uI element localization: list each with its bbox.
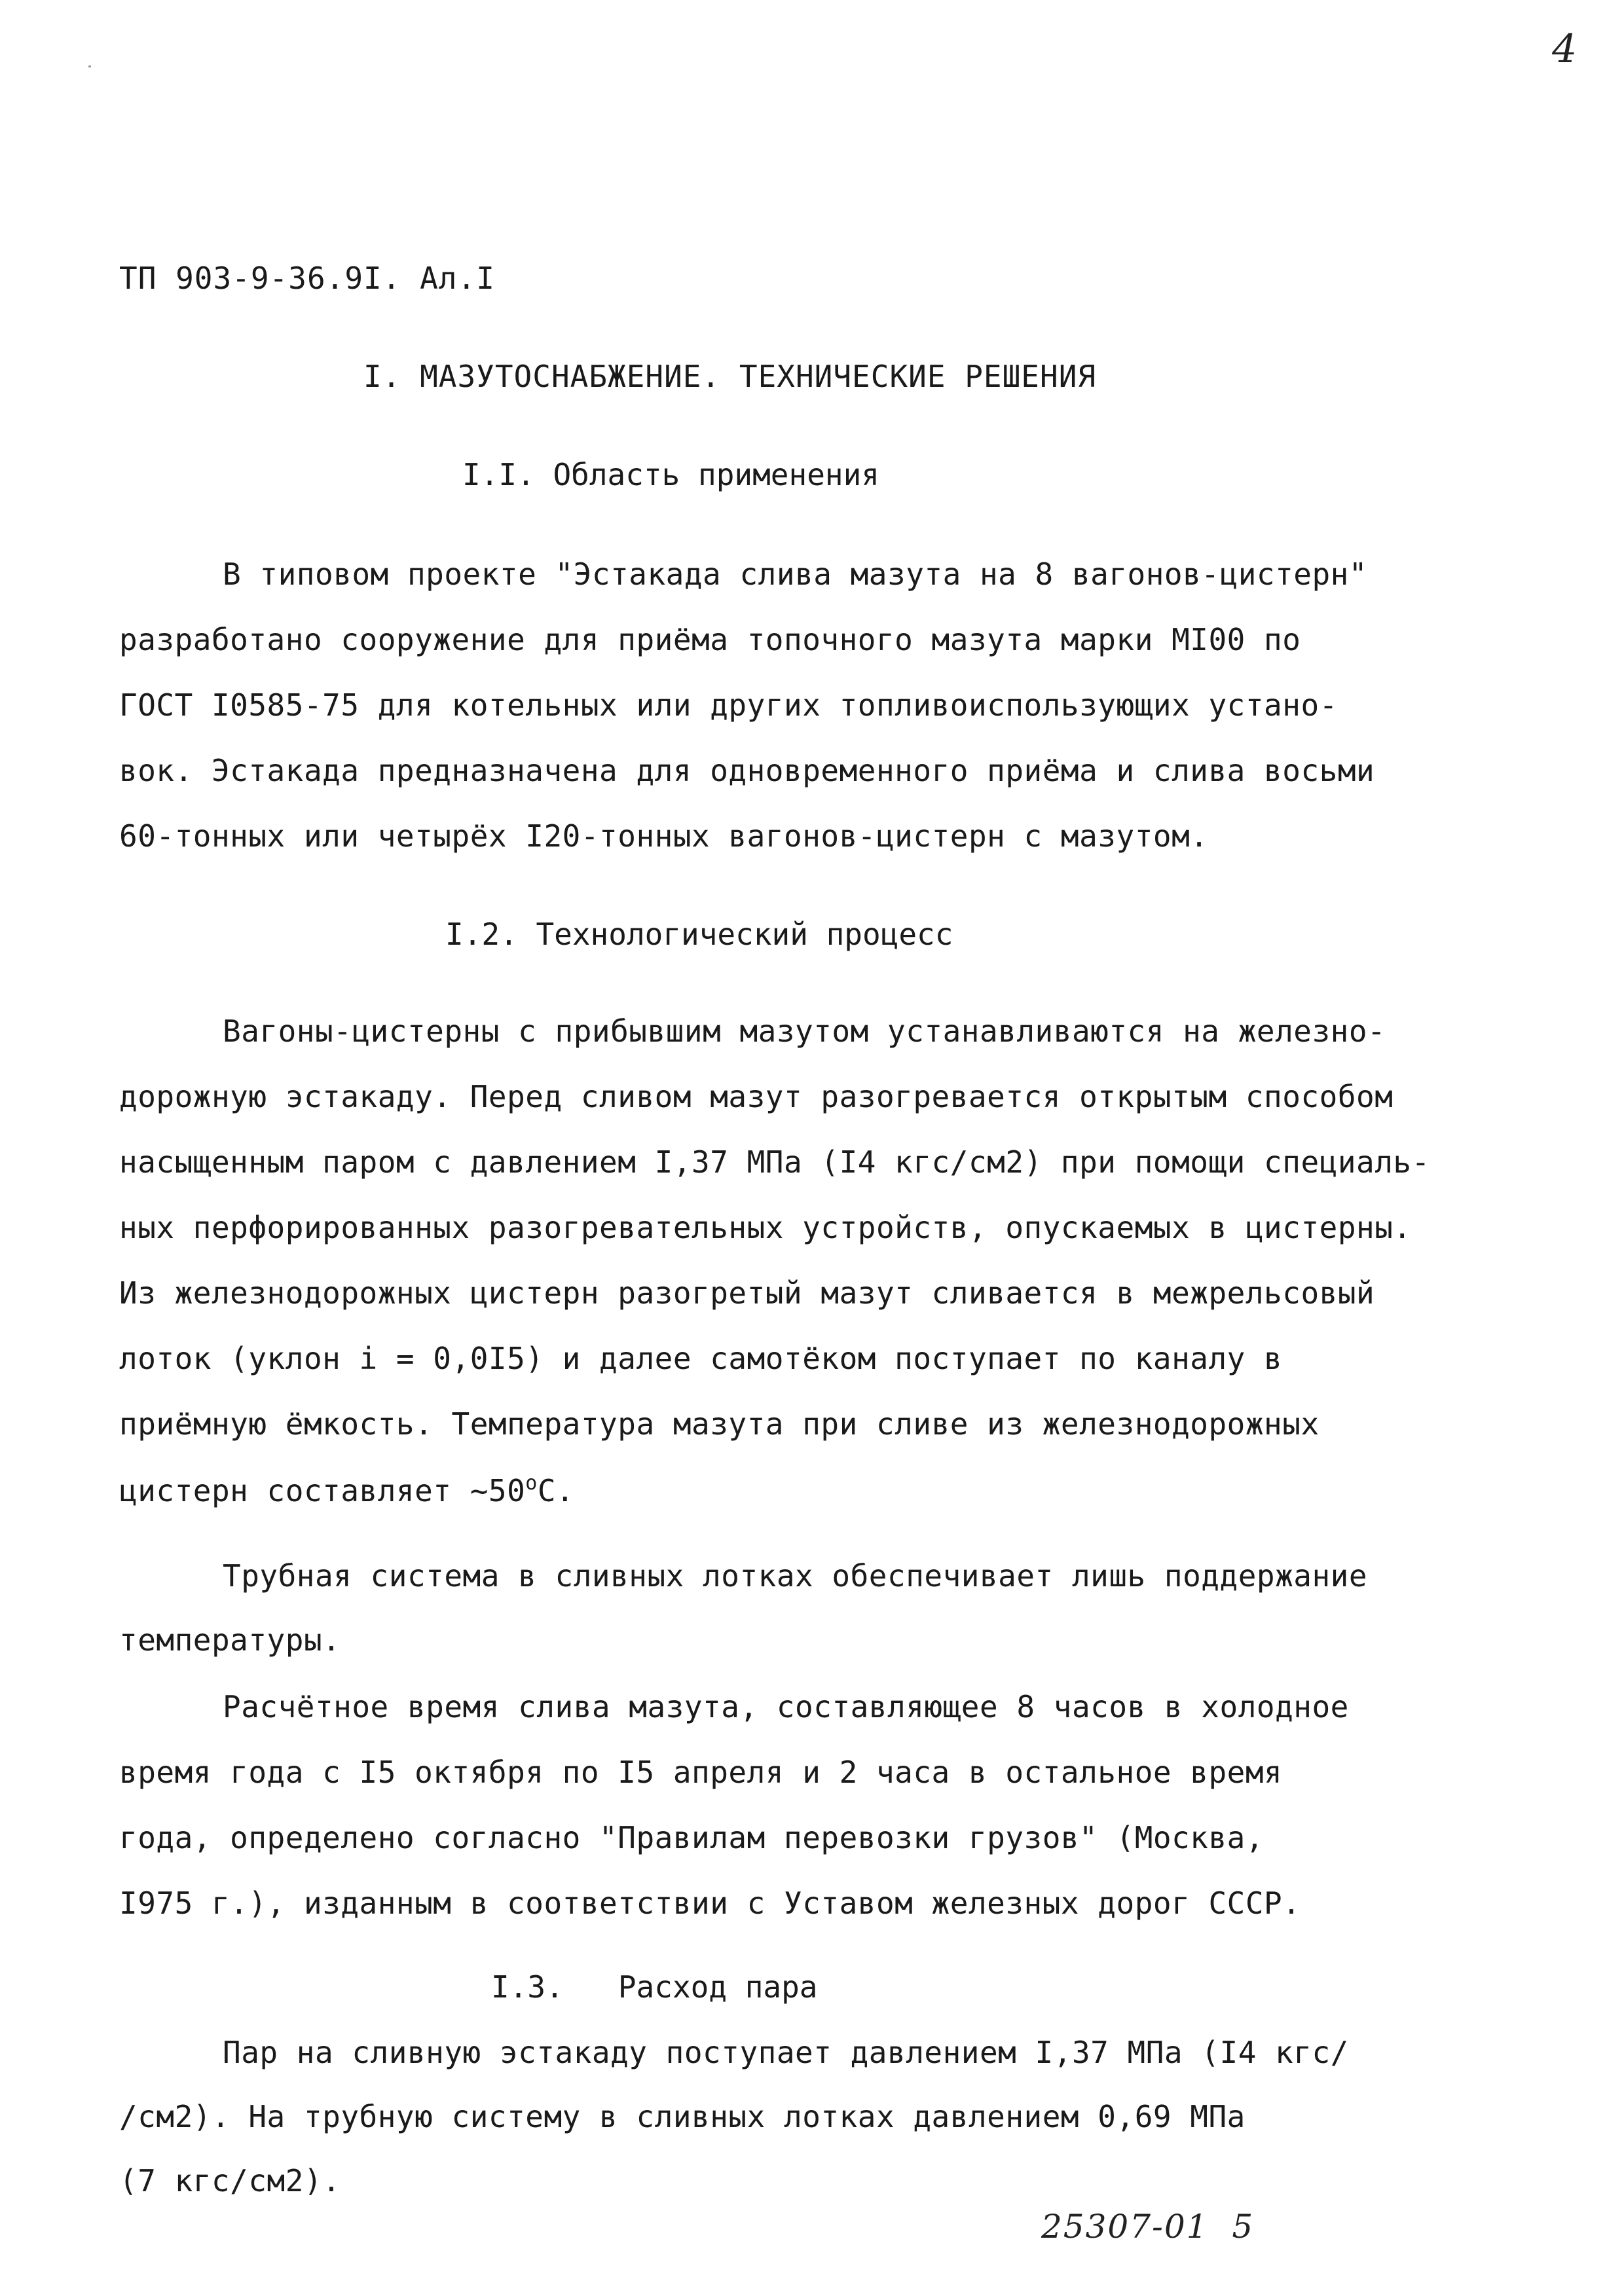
paragraph-line: ных перфорированных разогревательных устройств, опускаемых в цистерны. [119,1210,1412,1245]
subsection-title-1-3: I.3. Расход пара [491,1969,818,2005]
paragraph-line: 60-тонных или четырёх I20-тонных вагонов-цистерн с мазутом. [119,818,1209,854]
document-code: ТП 903-9-36.9I. Ал.I [119,261,495,296]
archive-stamp: 25307-01 5 [1041,2208,1255,2246]
paragraph-line-temperature [119,1472,574,1508]
paragraph-line: ГОСТ I0585-75 для котельных или других топливоиспользующих устано- [119,687,1338,723]
paragraph-line: /см2). На трубную систему в сливных лотках давлением 0,69 МПа [119,2099,1246,2134]
paragraph-line: Вагоны-цистерны с прибывшим мазутом устанавливаются на железно- [223,1013,1386,1049]
paragraph-line: приёмную ёмкость. Температура мазута при сливе из железнодорожных [119,1406,1320,1442]
paragraph-line: В типовом проекте "Эстакада слива мазута на 8 вагонов-цистерн" [223,556,1368,592]
subsection-title-1-1: I.I. Область применения [462,457,879,492]
subsection-title-1-2: I.2. Технологический процесс [445,917,953,952]
paragraph-line: года, определено согласно "Правилам перевозки грузов" (Москва, [119,1820,1264,1855]
paragraph-line: дорожную эстакаду. Перед сливом мазут разогревается открытым способом [119,1079,1393,1114]
scan-speck [88,65,91,67]
paragraph-line: разработано сооружение для приёма топочного мазута марки МI00 по [119,622,1301,657]
page-number: 4 [1552,26,1578,72]
paragraph-line: I975 г.), изданным в соответствии с Уставом железных дорог СССР. [119,1886,1301,1921]
paragraph-line: Из железнодорожных цистерн разогретый мазут сливается в межрельсовый [119,1275,1375,1311]
paragraph-line: температуры. [119,1622,341,1658]
paragraph-line: (7 кгс/см2). [119,2163,341,2198]
temperature-text: цистерн составляет ~50 [119,1473,526,1508]
paragraph-line: Расчётное время слива мазута, составляющее 8 часов в холодное [223,1689,1349,1724]
section-title: I. МАЗУТОСНАБЖЕНИЕ. ТЕХНИЧЕСКИЕ РЕШЕНИЯ [363,359,1097,394]
paragraph-line: лоток (уклон i = 0,0I5) и далее самотёком поступает по каналу в [119,1341,1283,1376]
paragraph-line: Трубная система в сливных лотках обеспечивает лишь поддержание [223,1558,1368,1594]
paragraph-line: вок. Эстакада предназначена для одновременного приёма и слива восьми [119,753,1375,788]
paragraph-line: Пар на сливную эстакаду поступает давлением I,37 МПа (I4 кгс/ [223,2035,1349,2070]
paragraph-line: время года с I5 октября по I5 апреля и 2 часа в остальное время [119,1755,1283,1790]
paragraph-line: насыщенным паром с давлением I,37 МПа (I4 кгс/см2) при помощи специаль- [119,1144,1430,1180]
degree-superscript: o [525,1472,538,1495]
temperature-unit: C. [537,1473,575,1508]
